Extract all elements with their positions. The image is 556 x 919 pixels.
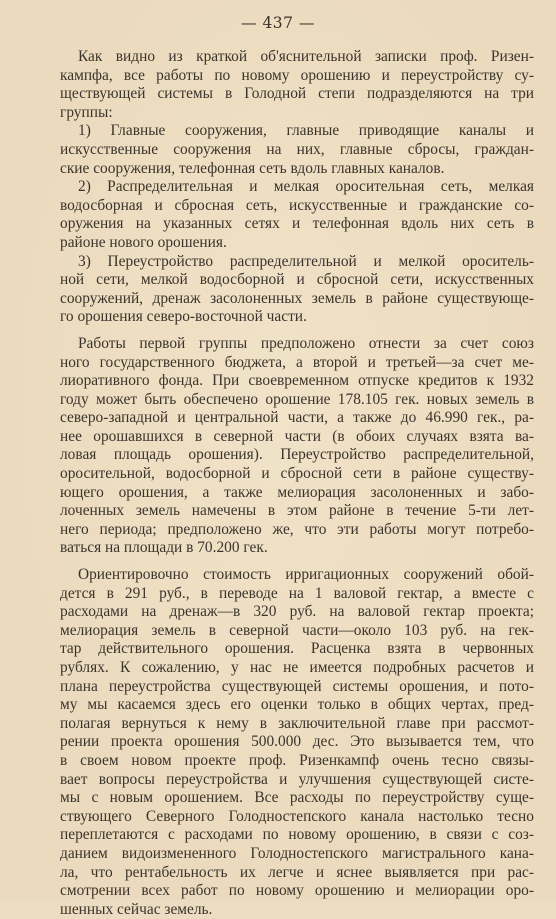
text-line: районе нового орошения. [60,233,227,251]
text-line: Ориентировочно стоимость ирригационных сооружений обой- [78,566,534,584]
text-line: ющего орошения, а также мелиорация засолоненных и забо- [60,483,534,501]
paragraph [60,253,534,327]
text-line: водосборная и сбросная сеть, искусственные и гражданские со- [60,196,534,214]
text-line: ские сооружения, телефонная сеть вдоль главных каналов. [60,159,445,177]
text-line: вает вопросы переустройства и улучшения существующей систе- [60,770,534,788]
text-line: дется в 291 руб., в переводе на 1 валовой гектар, а вместе с [60,584,534,602]
paragraph [60,335,534,558]
text-line: в своем новом проекте проф. Ризенкампф очень тесно связы- [60,751,534,769]
text-line: тар действительного орошения. Расценка взята в червонных [60,640,534,658]
text-line: мелиорация земель в северной части—около 103 руб. на гек- [60,621,534,639]
text-line: группы: [60,103,113,121]
text-line: 3) Переустройство распределительной и мелкой ороситель- [78,252,534,270]
paragraph [60,122,534,178]
text-line: расходами на дренаж—в 320 руб. на валовой гектар проекта; [60,603,534,621]
paragraph [60,48,534,122]
text-line: ной сети, мелкой водосборной и сбросной сети, искусственных [60,271,534,289]
text-line: смотрении всех работ по новому орошению и мелиорации оро- [60,882,534,900]
text-line: ваться на площади в 70.200 гек. [60,539,268,557]
text-line: Работы первой группы предположено отнести за счет союз [78,334,534,352]
text-line: лоченных земель намечены в этом районе в течение 5-ти лет- [60,502,534,520]
paragraph-gap [60,558,534,566]
text-line: полагая вернуться к нему в заключительной главе при рассмот- [60,714,534,732]
text-line: плана переустройства существующей системы орошения, и пото- [60,677,534,695]
text-line: искусственные сооружения на них, главные сбросы, граждан- [60,140,534,158]
text-line: году может быть обеспечено орошение 178.105 гек. новых земель в [60,390,534,408]
text-line: нее орошавшихся в северной части (в обоих случаях взята ва- [60,427,534,445]
paragraph [60,566,534,919]
text-line: сооружений, дренаж засолоненных земель в районе существующе- [60,289,534,307]
text-line: ствующего Северного Голодностепского канала настолько тесно [60,807,534,825]
text-line: рении проекта орошения 500.000 дес. Это вызывается тем, что [60,733,534,751]
text-line: мы с новым орошением. Все расходы по переустройству суще- [60,789,534,807]
body-text [60,48,534,919]
text-line: ловая площадь орошения). Переустройство распределительной, [60,446,534,464]
text-line: го орошения северо-восточной части. [60,308,307,326]
text-line: му мы касаемся здесь его оценки только в общих чертах, пред- [60,696,534,714]
paragraph [60,178,534,252]
text-line: него периода; предположено же, что эти работы могут потребо- [60,520,534,538]
text-line: рублях. К сожалению, у нас не имеется подробных расчетов и [60,659,534,676]
text-line: ного государственного бюджета, а второй и третьей—за счет ме- [60,353,534,371]
text-line: лиоративного фонда. При своевременном отпуске кредитов к 1932 [60,372,534,390]
text-line: кампфа, все работы по новому орошению и переустройству су- [60,66,534,84]
paragraph-gap [60,327,534,335]
text-line: северо-западной и центральной части, а также до 46.990 гек., ра- [60,409,534,427]
text-line: 2) Распределительная и мелкая оросительная сеть, мелкая [78,178,534,196]
text-line: 1) Главные сооружения, главные приводящие каналы и [78,122,534,140]
text-line: оросительной, водосборной и сбросной сети в районе существу- [60,465,534,483]
text-line: Как видно из краткой об'яснительной записки проф. Ризен- [78,48,534,65]
text-line: ществующей системы в Голодной степи подразделяются на три [60,85,534,103]
text-line: ла, что рентабельность их легче и яснее выявляется при рас- [60,863,534,881]
text-line: шенных сейчас земель. [60,900,213,918]
text-line: переплетаются с расходами по новому орошению, в связи с соз- [60,826,534,844]
page-number: — 437 — [241,14,315,32]
text-line: данием видоизмененного Голодностепского магистрального кана- [60,844,534,862]
text-line: оружения на указанных сетях и телефонная вдоль них сеть в [60,215,534,233]
